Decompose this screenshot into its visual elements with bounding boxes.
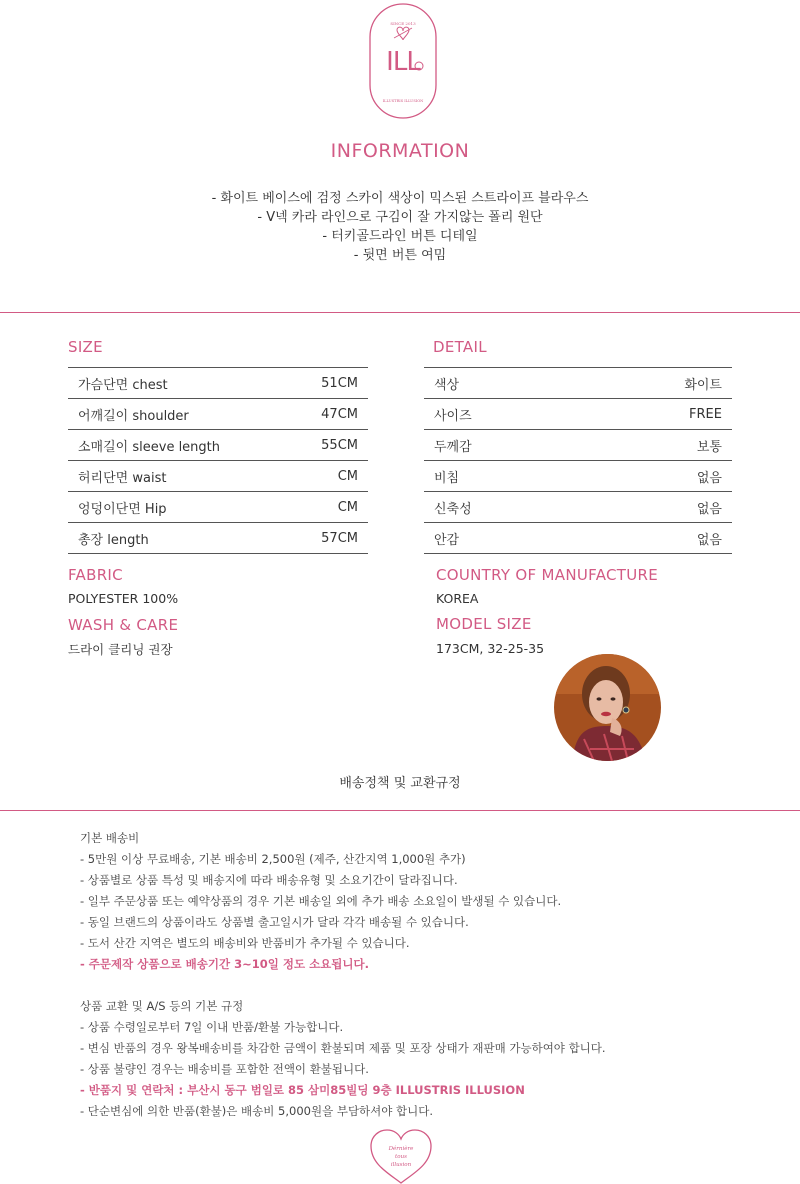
policy-line: - 상품 수령일로부터 7일 이내 반품/환불 가능합니다. bbox=[80, 1020, 344, 1034]
policy-line: - 변심 반품의 경우 왕복배송비를 차감한 금액이 환불되며 제품 및 포장 상태가 재판매 가능하여야 합니다. bbox=[80, 1041, 606, 1055]
heart-icon bbox=[368, 1128, 434, 1184]
detail-label: 신축성 bbox=[424, 492, 578, 523]
detail-label: 안감 bbox=[424, 523, 578, 554]
model-value: 173CM, 32-25-35 bbox=[436, 641, 545, 656]
detail-value: 보통 bbox=[578, 430, 732, 461]
table-row bbox=[68, 368, 368, 399]
size-label: 소매길이 sleeve length bbox=[68, 430, 290, 461]
size-title: SIZE bbox=[68, 338, 103, 356]
shipping-highlight: - 주문제작 상품으로 배송기간 3~10일 정도 소요됩니다. bbox=[80, 957, 369, 971]
size-value: 57CM bbox=[290, 523, 368, 554]
information-title: INFORMATION bbox=[330, 140, 470, 162]
model-photo bbox=[554, 654, 661, 761]
info-line: - 뒷면 버튼 여밈 bbox=[353, 248, 447, 263]
return-address-highlight: - 반품지 및 연락처 : 부산시 동구 범일로 85 삼미85빌딩 9층 ILLUSTRIS ILLUSION bbox=[80, 1083, 525, 1097]
size-value: 47CM bbox=[290, 399, 368, 430]
logo-bottom-text: ILLUSTRIS ILLUSION bbox=[382, 99, 424, 103]
size-table bbox=[68, 367, 368, 554]
wash-title: WASH & CARE bbox=[68, 616, 179, 634]
size-value: 51CM bbox=[290, 368, 368, 399]
logo-mark: ILL bbox=[386, 47, 420, 77]
size-label: 엉덩이단면 Hip bbox=[68, 492, 290, 523]
size-label: 총장 length bbox=[68, 523, 290, 554]
shipping-heading: 기본 배송비 bbox=[80, 831, 140, 845]
size-label: 가슴단면 chest bbox=[68, 368, 290, 399]
wash-value: 드라이 클리닝 권장 bbox=[68, 642, 173, 657]
fabric-title: FABRIC bbox=[68, 566, 123, 584]
policy-line: - 도서 산간 지역은 별도의 배송비와 반품비가 추가될 수 있습니다. bbox=[80, 936, 410, 950]
model-title: MODEL SIZE bbox=[436, 615, 532, 633]
size-label: 허리단면 waist bbox=[68, 461, 290, 492]
detail-table bbox=[424, 367, 732, 554]
detail-value: 화이트 bbox=[578, 368, 732, 399]
divider bbox=[0, 312, 800, 313]
country-title: COUNTRY OF MANUFACTURE bbox=[436, 566, 659, 584]
detail-value: FREE bbox=[578, 399, 732, 430]
size-value: 55CM bbox=[290, 430, 368, 461]
policy-line: - 일부 주문상품 또는 예약상품의 경우 기본 배송일 외에 추가 배송 소요일이 발생될 수 있습니다. bbox=[80, 894, 562, 908]
detail-value: 없음 bbox=[578, 492, 732, 523]
heart-text: Dérnière bbox=[388, 1146, 414, 1152]
info-line: - V넥 카라 라인으로 구김이 잘 가지않는 폴리 원단 bbox=[257, 210, 543, 225]
spacer bbox=[80, 975, 606, 996]
table-row bbox=[424, 492, 732, 523]
size-label: 어깨길이 shoulder bbox=[68, 399, 290, 430]
detail-title: DETAIL bbox=[433, 338, 487, 356]
fabric-value: POLYESTER 100% bbox=[68, 591, 179, 606]
table-row bbox=[68, 430, 368, 461]
policy-line: - 동일 브랜드의 상품이라도 상품별 출고일시가 달라 각각 배송될 수 있습니다. bbox=[80, 915, 469, 929]
policy-text bbox=[80, 828, 606, 1122]
table-row bbox=[424, 430, 732, 461]
policy-line: - 단순변심에 의한 반품(환불)은 배송비 5,000원을 부담하셔야 합니다. bbox=[80, 1104, 434, 1118]
policy-line: - 상품별로 상품 특성 및 배송지에 따라 배송유형 및 소요기간이 달라집니다. bbox=[80, 873, 458, 887]
detail-label: 두께감 bbox=[424, 430, 578, 461]
info-line: - 화이트 베이스에 검정 스카이 색상이 믹스된 스트라이프 블라우스 bbox=[211, 191, 589, 206]
logo-heart-icon bbox=[397, 27, 409, 40]
table-row bbox=[68, 492, 368, 523]
brand-logo bbox=[368, 2, 438, 120]
policy-line: - 5만원 이상 무료배송, 기본 배송비 2,500원 (제주, 산간지역 1,000원 추가) bbox=[80, 852, 466, 866]
divider bbox=[0, 810, 800, 811]
exchange-heading: 상품 교환 및 A/S 등의 기본 규정 bbox=[80, 999, 244, 1013]
size-value: CM bbox=[290, 461, 368, 492]
heart-text: tous bbox=[395, 1154, 407, 1160]
detail-label: 색상 bbox=[424, 368, 578, 399]
table-row bbox=[68, 399, 368, 430]
country-value: KOREA bbox=[436, 591, 479, 606]
table-row bbox=[424, 368, 732, 399]
info-line: - 터키골드라인 버튼 디테일 bbox=[322, 229, 478, 244]
detail-value: 없음 bbox=[578, 523, 732, 554]
table-row bbox=[68, 461, 368, 492]
table-row bbox=[424, 399, 732, 430]
policy-line: - 상품 불량인 경우는 배송비를 포함한 전액이 환불됩니다. bbox=[80, 1062, 369, 1076]
information-lines bbox=[0, 189, 800, 265]
size-value: CM bbox=[290, 492, 368, 523]
table-row bbox=[424, 523, 732, 554]
table-row bbox=[68, 523, 368, 554]
logo-top-text: SINCE 2013 bbox=[390, 21, 416, 26]
heart-text: illusion bbox=[390, 1162, 412, 1168]
detail-label: 비침 bbox=[424, 461, 578, 492]
detail-label: 사이즈 bbox=[424, 399, 578, 430]
table-row bbox=[424, 461, 732, 492]
policy-title: 배송정책 및 교환규정 bbox=[339, 776, 461, 791]
detail-value: 없음 bbox=[578, 461, 732, 492]
